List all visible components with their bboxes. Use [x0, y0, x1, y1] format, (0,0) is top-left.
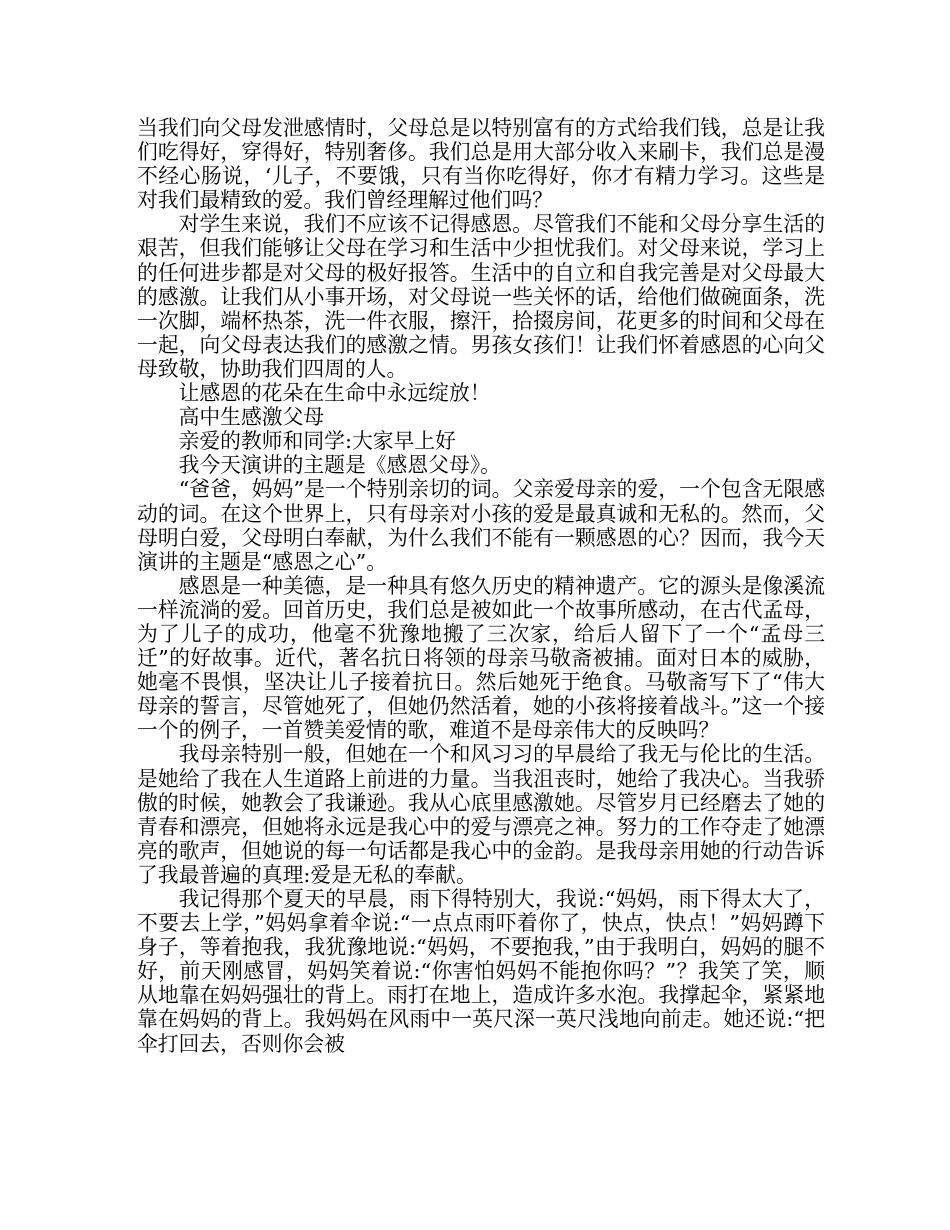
paragraph-3: 让感恩的花朵在生命中永远绽放！: [178, 381, 491, 406]
paragraph-4: 高中生感激父母: [178, 405, 325, 430]
paragraph-6: 我今天演讲的主题是《感恩父母》。: [178, 453, 501, 478]
paragraph-1: 当我们向父母发泄感情时，父母总是以特别富有的方式给我们钱，总是让我们吃得好，穿得好，特别奢侈。我们总是用大部分收入来刷卡，我们总是漫不经心肠说，‘儿子，不要饿，只有当你吃得好，你才有精力学习。这些是对我们最精致的爱。我们曾经理解过他们吗？: [137, 116, 825, 213]
document-page: [137, 116, 825, 1056]
paragraph-7: “爸爸，妈妈”是一个特别亲切的词。父亲爱母亲的爱，一个包含无限感动的词。在这个世界上，只有母亲对小孩的爱是最真诚和无私的。然而，父母明白爱，父母明白奉献，为什么我们不能有一颗感恩的心？因而，我今天演讲的主题是“感恩之心”。: [137, 477, 825, 574]
paragraph-5: 亲爱的教师和同学:大家早上好: [178, 429, 456, 454]
paragraph-10: 我记得那个夏天的早晨，雨下得特别大，我说:“妈妈，雨下得太大了，不要去上学，”妈妈拿着伞说:“一点点雨吓着你了，快点，快点！”妈妈蹲下身子，等着抱我，我犹豫地说:“妈妈，不要抱我，”由于我明白，妈妈的腿不好，前天刚感冒，妈妈笑着说:“你害怕妈妈不能抱你吗？”？我笑了笑，顺从地靠在妈妈强壮的背上。雨打在地上，造成许多水泡。我撑起伞，紧紧地靠在妈妈的背上。我妈妈在风雨中一英尺深一英尺浅地向前走。她还说:“把伞打回去，否则你会被: [137, 887, 825, 1056]
paragraph-9: 我母亲特别一般，但她在一个和风习习的早晨给了我无与伦比的生活。是她给了我在人生道路上前进的力量。当我沮丧时，她给了我决心。当我骄傲的时候，她教会了我谦逊。我从心底里感激她。尽管岁月已经磨去了她的青春和漂亮，但她将永远是我心中的爱与漂亮之神。努力的工作夺走了她漂亮的歌声，但她说的每一句话都是我心中的金韵。是我母亲用她的行动告诉了我最普遍的真理:爱是无私的奉献。: [137, 742, 825, 887]
paragraph-2: 对学生来说，我们不应该不记得感恩。尽管我们不能和父母分享生活的艰苦，但我们能够让父母在学习和生活中少担忧我们。对父母来说，学习上的任何进步都是对父母的极好报答。生活中的自立和自我完善是对父母最大的感激。让我们从小事开场，对父母说一些关怀的话，给他们做碗面条，洗一次脚，端杯热茶，洗一件衣服，擦汗，拾掇房间，花更多的时间和父母在一起，向父母表达我们的感激之情。男孩女孩们！让我们怀着感恩的心向父母致敬，协助我们四周的人。: [137, 212, 825, 381]
paragraph-8: 感恩是一种美德，是一种具有悠久历史的精神遗产。它的源头是像溪流一样流淌的爱。回首历史，我们总是被如此一个故事所感动，在古代孟母，为了儿子的成功，他毫不犹豫地搬了三次家，给后人留下了一个“孟母三迁”的好故事。近代，著名抗日将领的母亲马敬斋被捕。面对日本的威胁，她毫不畏惧，坚决让儿子接着抗日。然后她死于绝食。马敬斋写下了“伟大母亲的誓言，尽管她死了，但她仍然活着，她的小孩将接着战斗。”这一个接一个的例子，一首赞美爱情的歌，难道不是母亲伟大的反映吗？: [137, 573, 825, 743]
